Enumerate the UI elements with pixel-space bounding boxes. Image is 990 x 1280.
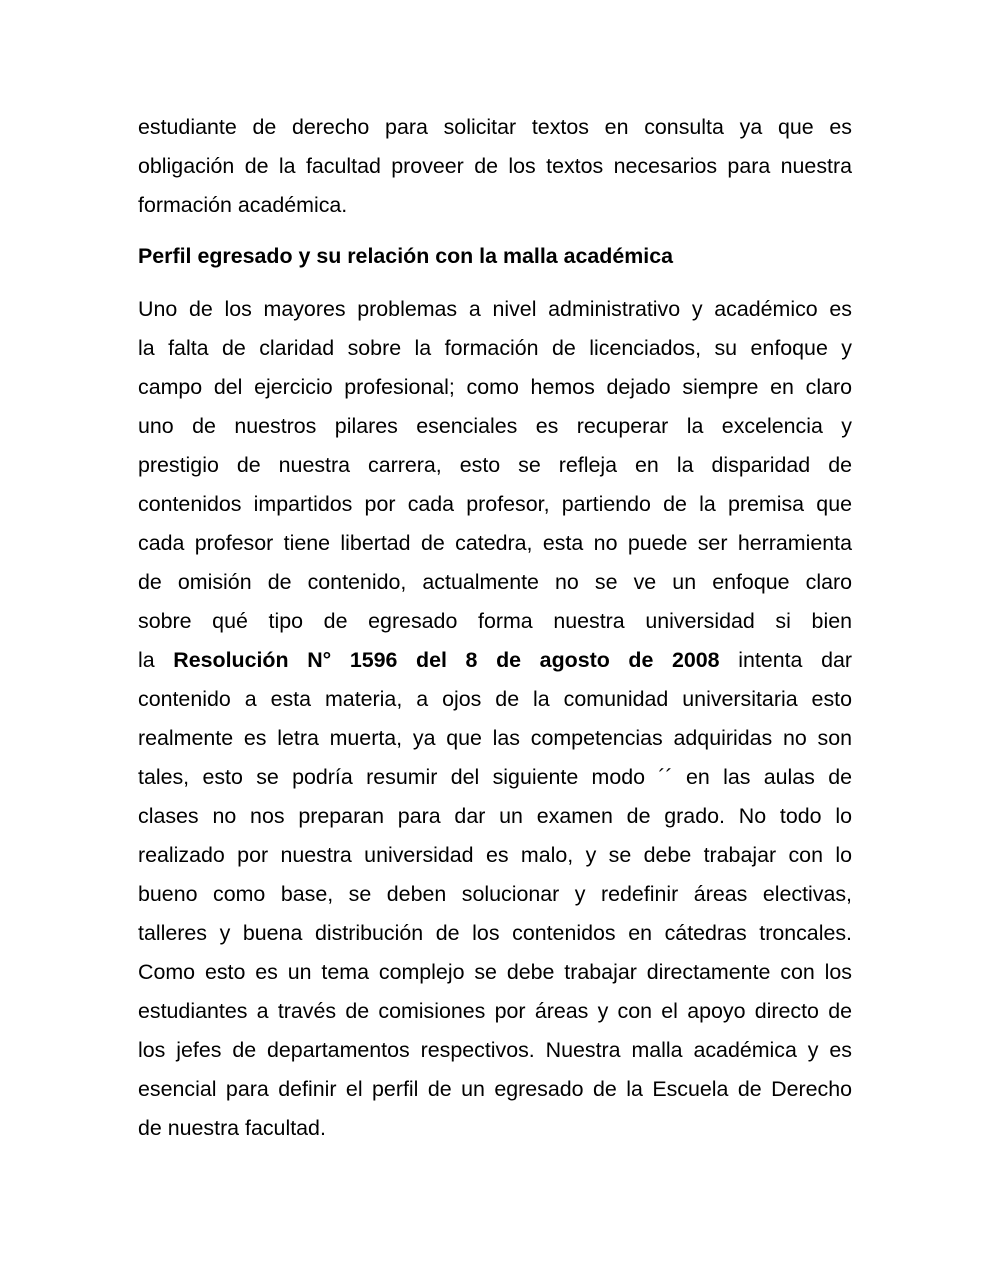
- text-line: tales, esto se podría resumir del siguiente modo ´´ en las aulas de: [138, 765, 852, 789]
- text-line: cada profesor tiene libertad de catedra, esta no puede ser herramienta: [138, 531, 852, 555]
- document-page: [138, 108, 852, 1148]
- paragraph-body: [138, 290, 852, 1148]
- resolution-line: [138, 641, 852, 680]
- text-line: realizado por nuestra universidad es malo, y se debe trabajar con lo: [138, 843, 852, 867]
- text-line: los jefes de departamentos respectivos. Nuestra malla académica y es: [138, 1038, 852, 1062]
- text-line: Uno de los mayores problemas a nivel administrativo y académico es: [138, 297, 852, 321]
- text-line: contenido a esta materia, a ojos de la comunidad universitaria esto: [138, 687, 852, 711]
- text-line: estudiante de derecho para solicitar textos en consulta ya que es: [138, 115, 852, 139]
- text-line: de omisión de contenido, actualmente no se ve un enfoque claro: [138, 570, 852, 594]
- text-line: formación académica.: [138, 193, 348, 217]
- text-line: prestigio de nuestra carrera, esto se refleja en la disparidad de: [138, 453, 852, 477]
- text-line: clases no nos preparan para dar un examen de grado. No todo lo: [138, 804, 852, 828]
- resolution-prefix: la: [138, 648, 174, 672]
- text-line: estudiantes a través de comisiones por áreas y con el apoyo directo de: [138, 999, 852, 1023]
- text-line: esencial para definir el perfil de un egresado de la Escuela de Derecho: [138, 1077, 852, 1101]
- text-line: talleres y buena distribución de los contenidos en cátedras troncales.: [138, 921, 852, 945]
- paragraph-intro: [138, 108, 852, 225]
- text-line: la falta de claridad sobre la formación de licenciados, su enfoque y: [138, 336, 852, 360]
- resolution-suffix: intenta dar: [738, 648, 852, 672]
- text-line: bueno como base, se deben solucionar y redefinir áreas electivas,: [138, 882, 852, 906]
- text-line: Como esto es un tema complejo se debe trabajar directamente con los: [138, 960, 852, 984]
- text-line: de nuestra facultad.: [138, 1116, 326, 1140]
- text-line: uno de nuestros pilares esenciales es recuperar la excelencia y: [138, 414, 852, 438]
- resolution-reference: Resolución N° 1596 del 8 de agosto de 2008: [173, 648, 720, 672]
- text-line: contenidos impartidos por cada profesor, partiendo de la premisa que: [138, 492, 852, 516]
- text-line: obligación de la facultad proveer de los textos necesarios para nuestra: [138, 154, 852, 178]
- text-line: realmente es letra muerta, ya que las competencias adquiridas no son: [138, 726, 852, 750]
- section-heading: Perfil egresado y su relación con la malla académica: [138, 244, 674, 268]
- text-line: sobre qué tipo de egresado forma nuestra universidad si bien: [138, 609, 852, 633]
- text-line: campo del ejercicio profesional; como hemos dejado siempre en claro: [138, 375, 852, 399]
